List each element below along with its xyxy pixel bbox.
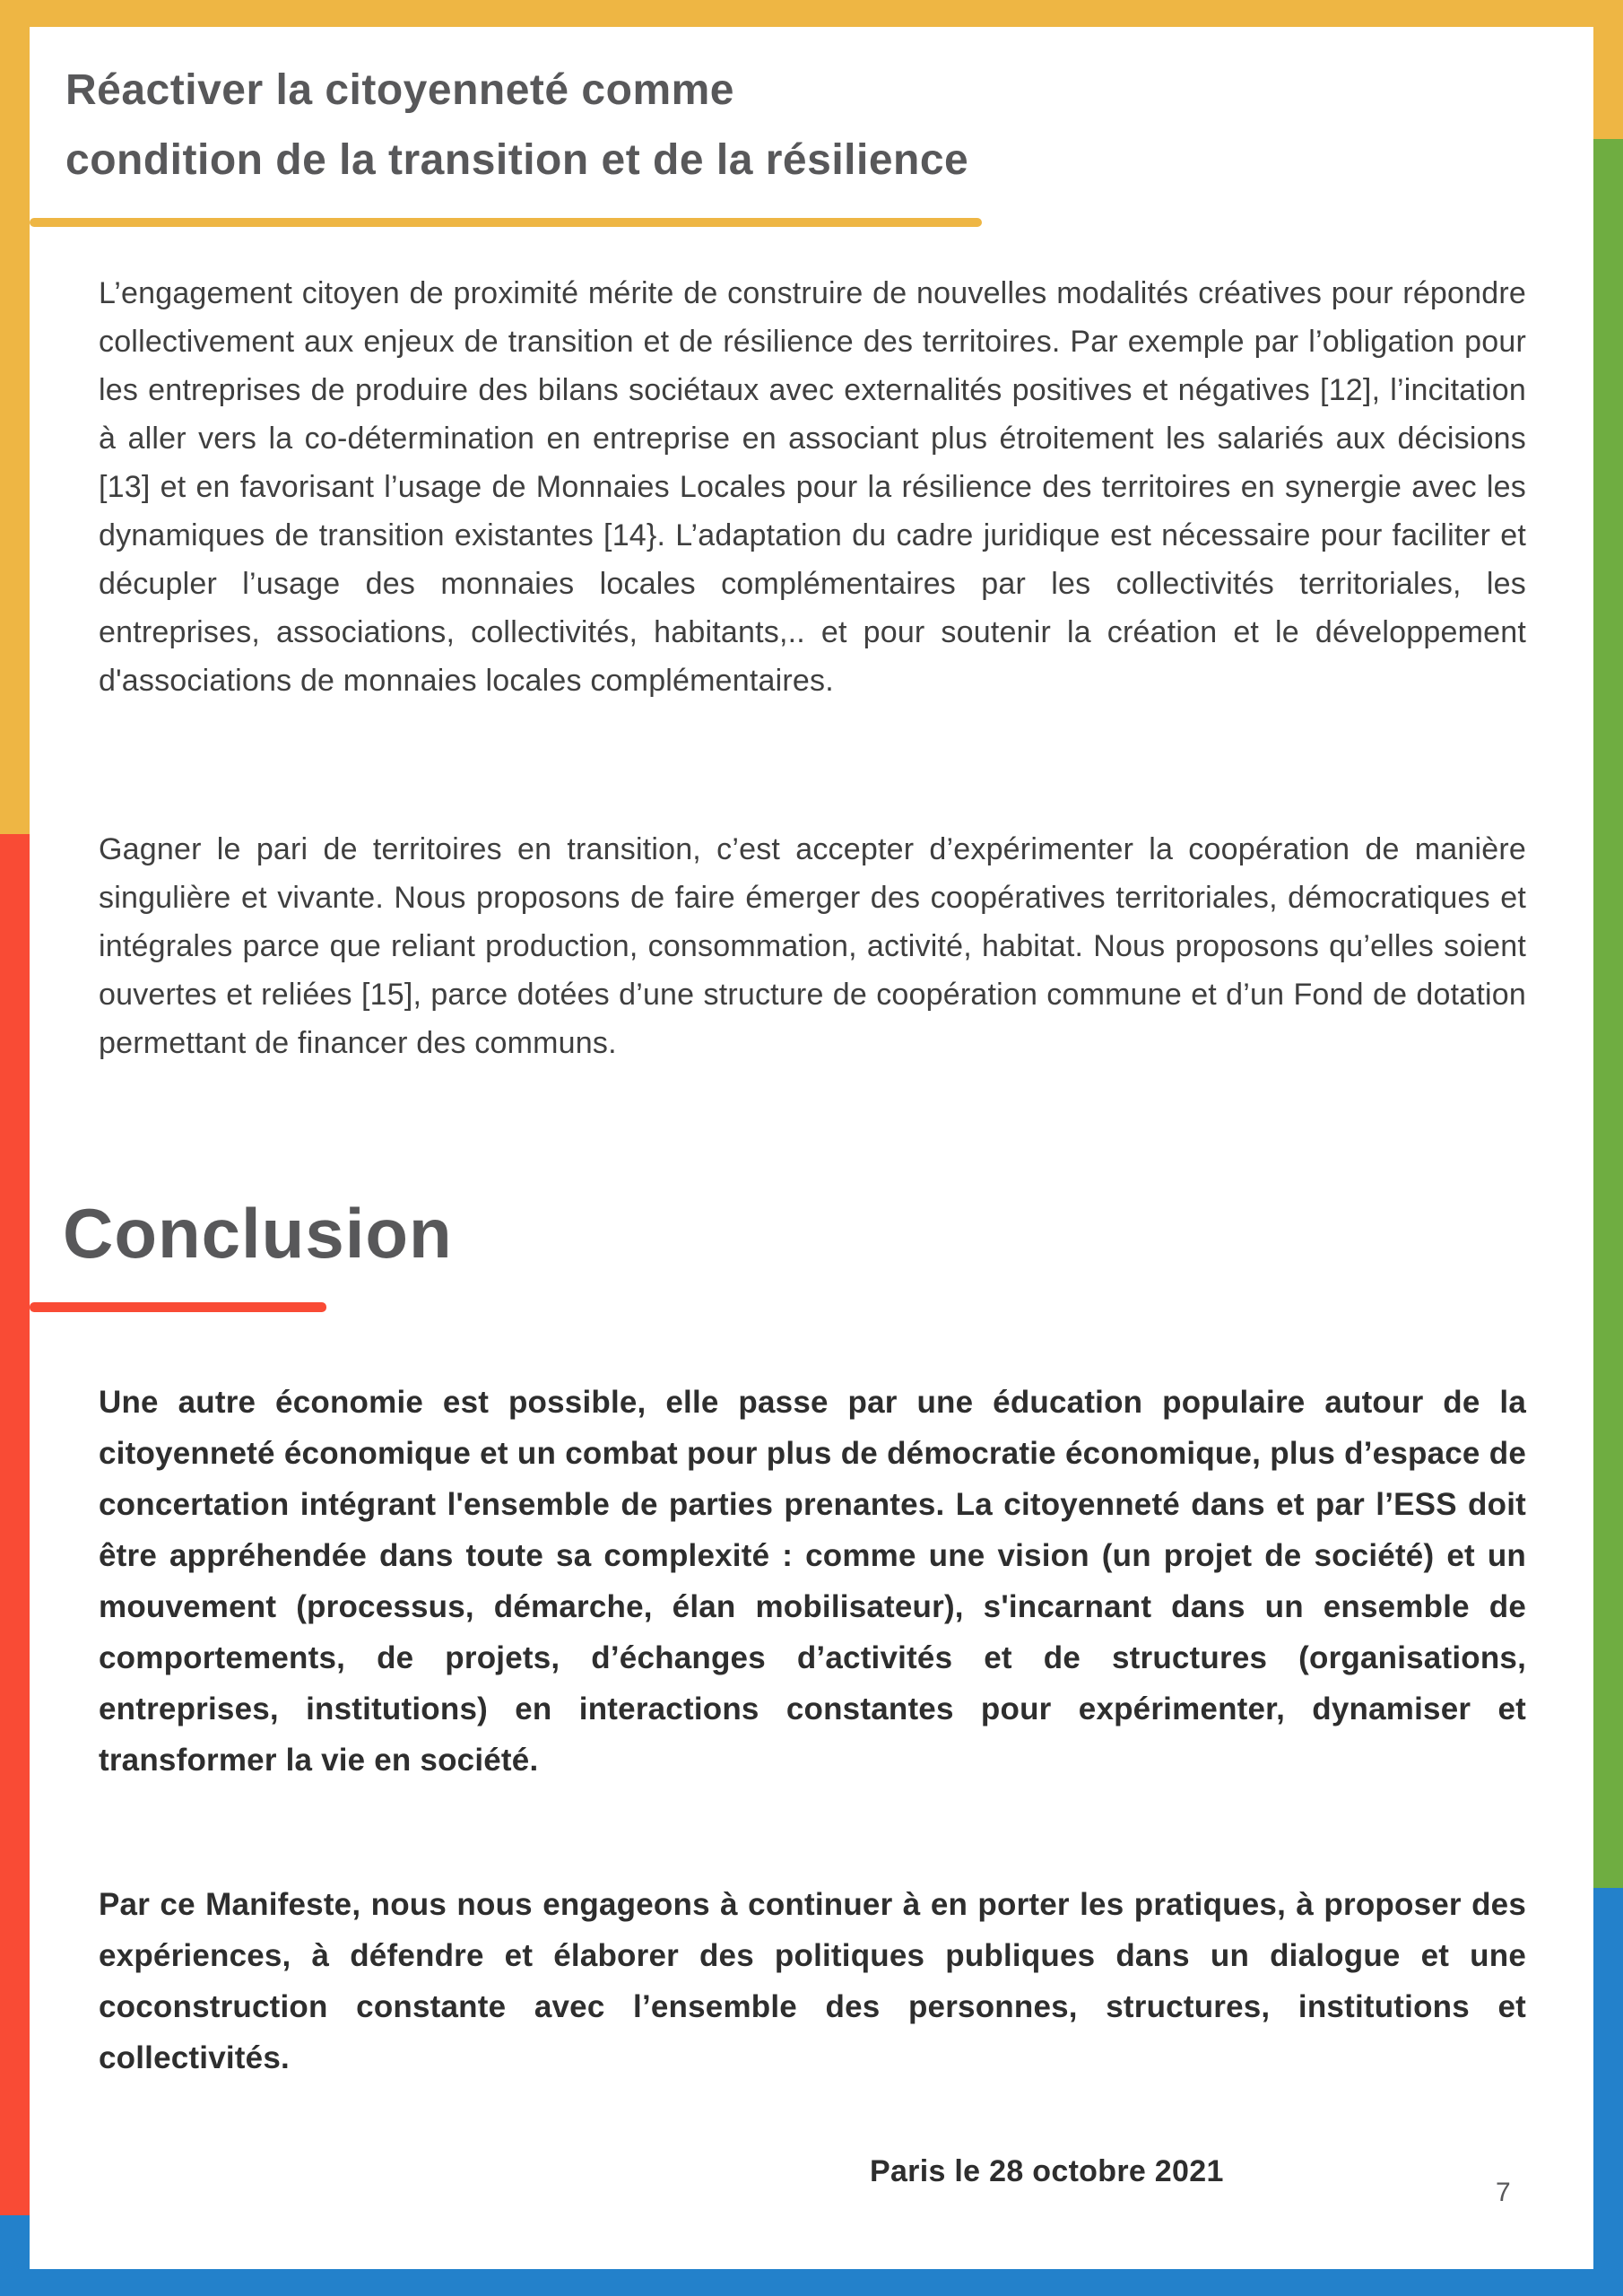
conclusion-heading: Conclusion: [63, 1194, 453, 1273]
paragraph-engagement-citoyen: L’engagement citoyen de proximité mérite de construire de nouvelles modalités créatives pour répondre collectivement aux enjeux de transition et de résilience des territoires. Par exemple par l’obligation pour les entreprises de produire des bilans sociétaux avec externalités positives et négatives [12], l’incitation à aller vers la co-détermination en entreprise en associant plus étroitement les salariés aux décisions [13] et en favorisant l’usage de Monnaies Locales pour la résilience des territoires en synergie avec les dynamiques de transition existantes [14}. L’adaptation du cadre juridique est nécessaire pour faciliter et décupler l’usage des monnaies locales complémentaires par les collectivités territoriales, les entreprises, associations, collectivités, habitants,.. et pour soutenir la création et le développement d'associations de monnaies locales complémentaires.: [99, 276, 1526, 698]
title-underline: [30, 218, 982, 227]
right-border-yellow-segment: [1593, 0, 1623, 139]
left-border-red-segment: [0, 834, 30, 2215]
right-border-green-segment: [1593, 139, 1623, 1888]
conclusion-paragraph-1: Une autre économie est possible, elle passe par une éducation populaire autour de la citoyenneté économique et un combat pour plus de démocratie économique, plus d’espace de concertation intégrant l'ensemble de parties prenantes. La citoyenneté dans et par l’ESS doit être appréhendée dans toute sa complexité : comme une vision (un projet de société) et un mouvement (processus, démarche, élan mobilisateur), s'incarnant dans un ensemble de comportements, de projets, d’échanges d’activités et de structures (organisations, entreprises, institutions) en interactions constantes pour expérimenter, dynamiser et transformer la vie en société.: [99, 1385, 1526, 1778]
conclusion-paragraph-2: Par ce Manifeste, nous nous engageons à continuer à en porter les pratiques, à proposer des expériences, à défendre et élaborer des politiques publiques dans un dialogue et une coconstruction constante avec l’ensemble des personnes, structures, institutions et collectivités.: [99, 1887, 1526, 2075]
page-number: 7: [1496, 2178, 1511, 2207]
bottom-border-bar: [0, 2269, 1623, 2296]
paragraph-gagner-le-pari: Gagner le pari de territoires en transition, c’est accepter d’expérimenter la coopération de manière singulière et vivante. Nous proposons de faire émerger des coopératives territoriales, démocratiques et intégrales parce que reliant production, consommation, activité, habitat. Nous proposons qu’elles soient ouvertes et reliées [15], parce dotées d’une structure de coopération commune et d’un Fond de dotation permettant de financer des communs.: [99, 832, 1526, 1060]
right-border-blue-segment: [1593, 1888, 1623, 2296]
top-border-bar: [0, 0, 1623, 27]
date-line: Paris le 28 octobre 2021: [870, 2154, 1224, 2188]
left-border-yellow-segment: [0, 0, 30, 834]
section-title-line-2: condition de la transition et de la résilience: [65, 136, 969, 184]
conclusion-underline: [30, 1302, 326, 1312]
section-title-line-1: Réactiver la citoyenneté comme: [65, 66, 734, 114]
section-title: [65, 56, 1518, 196]
